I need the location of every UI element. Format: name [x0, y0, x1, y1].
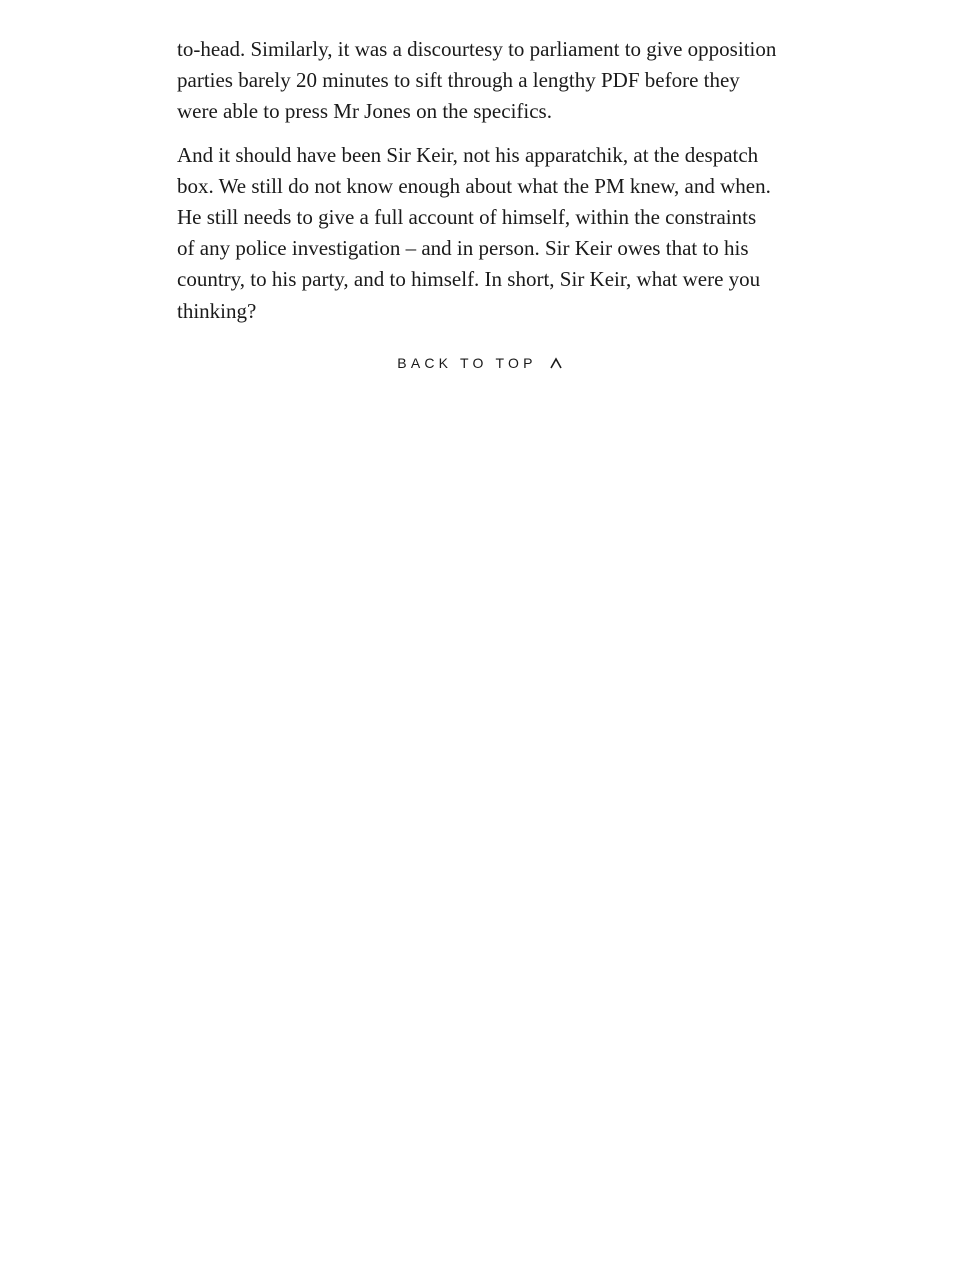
article-paragraph: to-head. Similarly, it was a discourtesy to parliament to give opposition parties barely 20 minutes to sift through a lengthy PDF before they were able to press Mr Jones on the specifics.	[177, 37, 777, 124]
back-to-top-link[interactable]	[0, 354, 960, 371]
back-to-top-label: BACK TO TOP	[397, 355, 537, 372]
caret-up-icon	[549, 356, 563, 370]
article-body	[177, 34, 777, 339]
article-paragraph: And it should have been Sir Keir, not his apparatchik, at the despatch box. We still do not know enough about what the PM knew, and when. He still needs to give a full account of himself, within the constraints of any police investigation – and in person. Sir Keir owes that to his country, to his party, and to himself. In short, Sir Keir, what were you thinking?	[177, 142, 771, 323]
